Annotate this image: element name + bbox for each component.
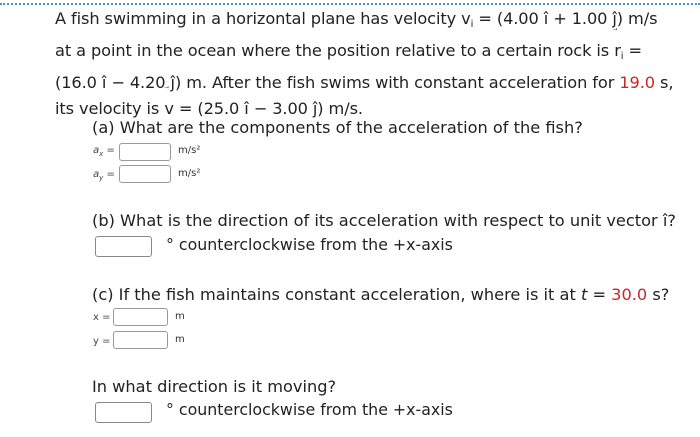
part-d-suffix: ° counterclockwise from the +x-axis	[166, 400, 453, 419]
direction-acceleration-input[interactable]	[95, 236, 152, 257]
top-dotted-border	[0, 3, 700, 5]
velocity-initial-symbol: v	[461, 9, 471, 28]
problem-statement	[55, 6, 695, 122]
part-b-question: (b) What is the direction of its acceleration with respect to unit vector î?	[92, 211, 676, 230]
problem-line-3: (16.0 î − 4.20 ĵ) m. After the fish swims with constant acceleration for 19.0 s,	[55, 73, 674, 92]
y-position-input[interactable]	[113, 331, 168, 349]
part-a-question: (a) What are the components of the acceleration of the fish?	[92, 118, 583, 137]
direction-motion-input[interactable]	[95, 402, 152, 423]
problem-line-2: at a point in the ocean where the position relative to a certain rock is r $_i$ =	[55, 38, 695, 70]
ay-unit: m/s²	[178, 168, 201, 179]
y-label: y =	[93, 336, 111, 347]
x-label: x =	[93, 312, 111, 323]
ax-unit: m/s²	[178, 145, 201, 156]
time-value-c: 30.0	[611, 285, 648, 304]
part-c-question: (c) If the fish maintains constant acceleration, where is it at t = 30.0 s?	[92, 285, 670, 304]
time-value: 19.0	[619, 73, 655, 92]
ay-input[interactable]	[119, 165, 171, 183]
ax-input[interactable]	[119, 143, 171, 161]
x-unit: m	[175, 311, 185, 322]
part-d-question: In what direction is it moving?	[92, 377, 337, 396]
problem-line-1: A fish swimming in a horizontal plane has velocity v $_i$ = (4.00 î + 1.00 ĵ) m/s	[55, 6, 695, 38]
y-unit: m	[175, 334, 185, 345]
x-position-input[interactable]	[113, 308, 168, 326]
problem-line-4: its velocity is v = (25.0 î − 3.00 ĵ) m/s.	[55, 96, 695, 122]
velocity-final-symbol: v	[164, 99, 174, 118]
position-initial-symbol: r	[614, 41, 621, 60]
ax-label: $a_x$ =	[93, 145, 115, 158]
part-b-suffix: ° counterclockwise from the +x-axis	[166, 235, 453, 254]
ay-label: $a_y$ =	[93, 169, 115, 182]
